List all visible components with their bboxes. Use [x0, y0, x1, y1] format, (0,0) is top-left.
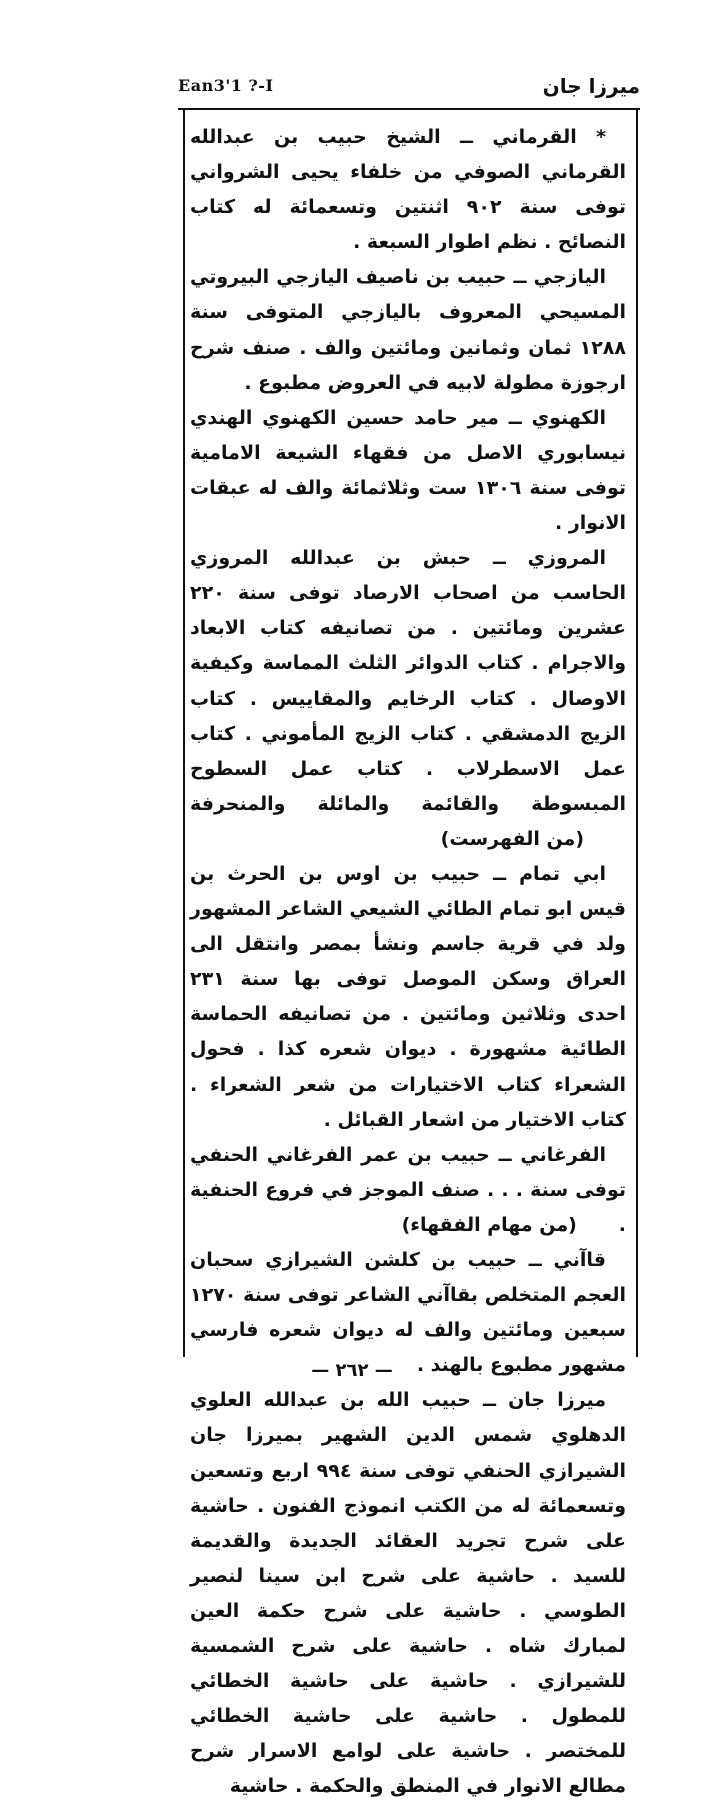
- entry-yaziji: [190, 260, 626, 400]
- entry-text: قاآني ــ حبيب بن كلشن الشيرازي سحبان العجم المتخلص بقاآني الشاعر توفى سنة ١٢٧٠ سبعين ومائتين والف له ديوان شعره فارسي مشهور مطبوع بالهند .: [190, 1249, 626, 1377]
- text-column: [190, 120, 626, 1805]
- right-column-rule: [636, 110, 638, 1357]
- entry-text: اليازجي ــ حبيب بن ناصيف اليازجي البيروتي المسيحي المعروف باليازجي المتوفى سنة ١٢٨٨ ثمان وثمانين ومائتين والف . صنف شرح ارجوزة مطولة لابيه في العروض مطبوع .: [190, 266, 626, 394]
- entry-farghani: [190, 1138, 626, 1243]
- entry-text: الفرغاني ــ حبيب بن عمر الفرغاني الحنفي توفى سنة . . . صنف الموجز في فروع الحنفية .: [190, 1143, 626, 1236]
- header-code: Ean3'1 ?-I: [178, 76, 274, 95]
- entry-qaramani: [190, 120, 626, 260]
- running-header: [178, 74, 640, 104]
- entry-text: ابي تمام ــ حبيب بن اوس بن الحرث بن قيس ابو تمام الطائي الشيعي الشاعر المشهور ولد في قرية جاسم ونشأ بمصر وانتقل الى العراق وسكن الموصل توفى بها سنة ٢٣١ احدى وثلاثين ومائتين . من تصانيفه الحماسة الطائية مشهورة . ديوان شعره كذا . فحول الشعراء كتاب الاختيارات من شعر الشعراء . كتاب الاختيار من اشعار القبائل .: [190, 862, 626, 1131]
- entry-text: المروزي ــ حبش بن عبدالله المروزي الحاسب من اصحاب الارصاد توفى سنة ٢٢٠ عشرين ومائتين . من تصانيفه كتاب الابعاد والاجرام . كتاب الدوائر الثلث المماسة وكيفية الاوصال . كتاب الرخايم والمقاييس . كتاب الزيج الدمشقي . كتاب الزيج المأموني . كتاب عمل الاسطرلاب . كتاب عمل السطوح المبسوطة والقائمة والمائلة والمنحرفة: [190, 547, 626, 815]
- header-rule: [178, 108, 640, 110]
- entry-text: الكهنوي ــ مير حامد حسين الكهنوي الهندي نيسابوري الاصل من فقهاء الشيعة الامامية توفى سنة ١٣٠٦ ست وثلاثمائة والف له عبقات الانوار .: [190, 406, 626, 535]
- page-number: — ٢٦٢ —: [311, 1360, 393, 1381]
- header-title: ميرزا جان: [542, 74, 640, 98]
- entry-abu-tammam: [190, 857, 626, 1138]
- entry-source: (من مهام الفقهاء): [401, 1213, 577, 1236]
- entry-mirza-jan: [190, 1383, 626, 1804]
- entry-source: (من الفهرست): [440, 827, 584, 850]
- left-column-rule: [183, 110, 185, 1357]
- entry-marwazi: [190, 541, 626, 857]
- entry-kanhawi: [190, 401, 626, 541]
- entry-text: ميرزا جان ــ حبيب الله بن عبدالله العلوي الدهلوي شمس الدين الشهير بميرزا جان الشيرازي الحنفي توفى سنة ٩٩٤ اربع وتسعين وتسعمائة له من الكتب انموذج الفنون . حاشية على شرح تجريد العقائد الجديدة والقديمة للسيد . حاشية على شرح ابن سينا لنصير الطوسي . حاشية على شرح حكمة العين لمبارك شاه . حاشية على شرح الشمسية للشيرازي . حاشية على حاشية الخطائي للمطول . حاشية على حاشية الخطائي للمختصر . حاشية على لوامع الاسرار شرح مطالع الانوار في المنطق والحكمة . حاشية: [190, 1389, 626, 1798]
- entry-text: * القرماني ــ الشيخ حبيب بن عبدالله القرماني الصوفي من خلفاء يحيى الشرواني توفى سنة ٩٠٢ اثنتين وتسعمائة له كتاب النصائح . نظم اطوار السبعة .: [190, 126, 626, 254]
